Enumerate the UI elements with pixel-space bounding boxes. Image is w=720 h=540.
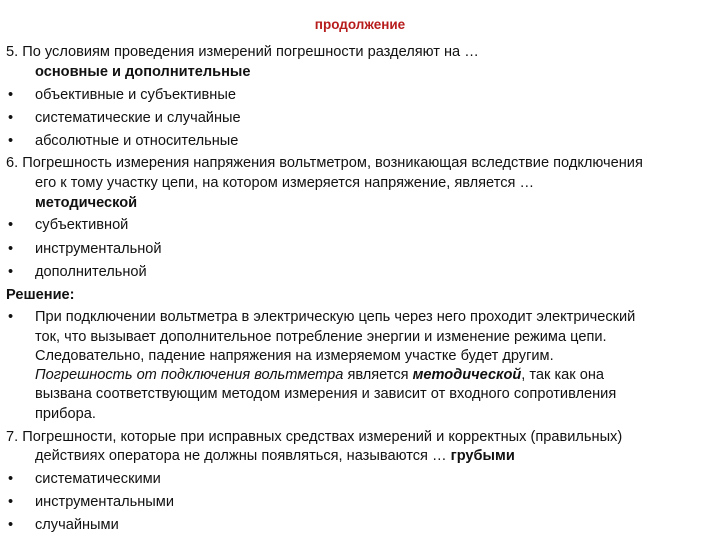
question-7-option-1: систематическими (35, 471, 161, 487)
solution-line-4 (35, 365, 604, 385)
solution-line-3: Следовательно, падение напряжения на измеряемом участке будет другим. (35, 348, 554, 364)
question-5-text: 5. По условиям проведения измерений погрешности разделяют на … (6, 44, 479, 60)
solution-italic-phrase: Погрешность от подключения вольтметра (35, 367, 344, 383)
question-7-text: действиях оператора не должны появляться, называются … (35, 448, 451, 464)
question-7-text-line-1: 7. Погрешности, которые при исправных средствах измерений и корректных (правильных) (6, 429, 623, 445)
solution-line-1: При подключении вольтметра в электрическую цепь через него проходит электрический (35, 309, 636, 325)
question-7-option-2: инструментальными (35, 494, 174, 510)
question-7-text-line-2 (35, 446, 515, 466)
question-7-answer: грубыми (450, 448, 515, 464)
question-6-option-1: субъективной (35, 217, 129, 233)
solution-line-6: прибора. (35, 406, 96, 422)
question-5-answer: основные и дополнительные (35, 64, 251, 80)
bullet-icon: • (8, 241, 14, 257)
question-6-text-line-1: 6. Погрешность измерения напряжения вольтметром, возникающая вследствие подключения (6, 155, 643, 171)
solution-line-5: вызвана соответствующим методом измерения и зависит от входного сопротивления (35, 386, 617, 402)
question-6-answer: методической (35, 195, 138, 211)
page-title: продолжение (314, 17, 406, 32)
bullet-icon: • (8, 87, 14, 103)
question-5-option-3: абсолютные и относительные (35, 133, 239, 149)
question-5-option-2: систематические и случайные (35, 110, 241, 126)
bullet-icon: • (8, 494, 14, 510)
question-6-text-line-2: его к тому участку цепи, на котором измеряется напряжение, является … (35, 175, 535, 191)
solution-text-fragment: , так как она (521, 367, 605, 383)
question-6-option-3: дополнительной (35, 264, 147, 280)
solution-emphasis: методической (412, 367, 522, 383)
question-5-option-1: объективные и субъективные (35, 87, 236, 103)
solution-line-2: ток, что вызывает дополнительное потребление энергии и изменение режима цепи. (35, 329, 607, 345)
bullet-icon: • (8, 110, 14, 126)
question-7-option-3: случайными (35, 517, 119, 533)
solution-heading: Решение: (6, 287, 75, 303)
bullet-icon: • (8, 309, 14, 325)
question-6-option-2: инструментальной (35, 241, 162, 257)
bullet-icon: • (8, 264, 14, 280)
solution-text-fragment: является (343, 367, 413, 383)
bullet-icon: • (8, 133, 14, 149)
bullet-icon: • (8, 217, 14, 233)
bullet-icon: • (8, 471, 14, 487)
bullet-icon: • (8, 517, 14, 533)
